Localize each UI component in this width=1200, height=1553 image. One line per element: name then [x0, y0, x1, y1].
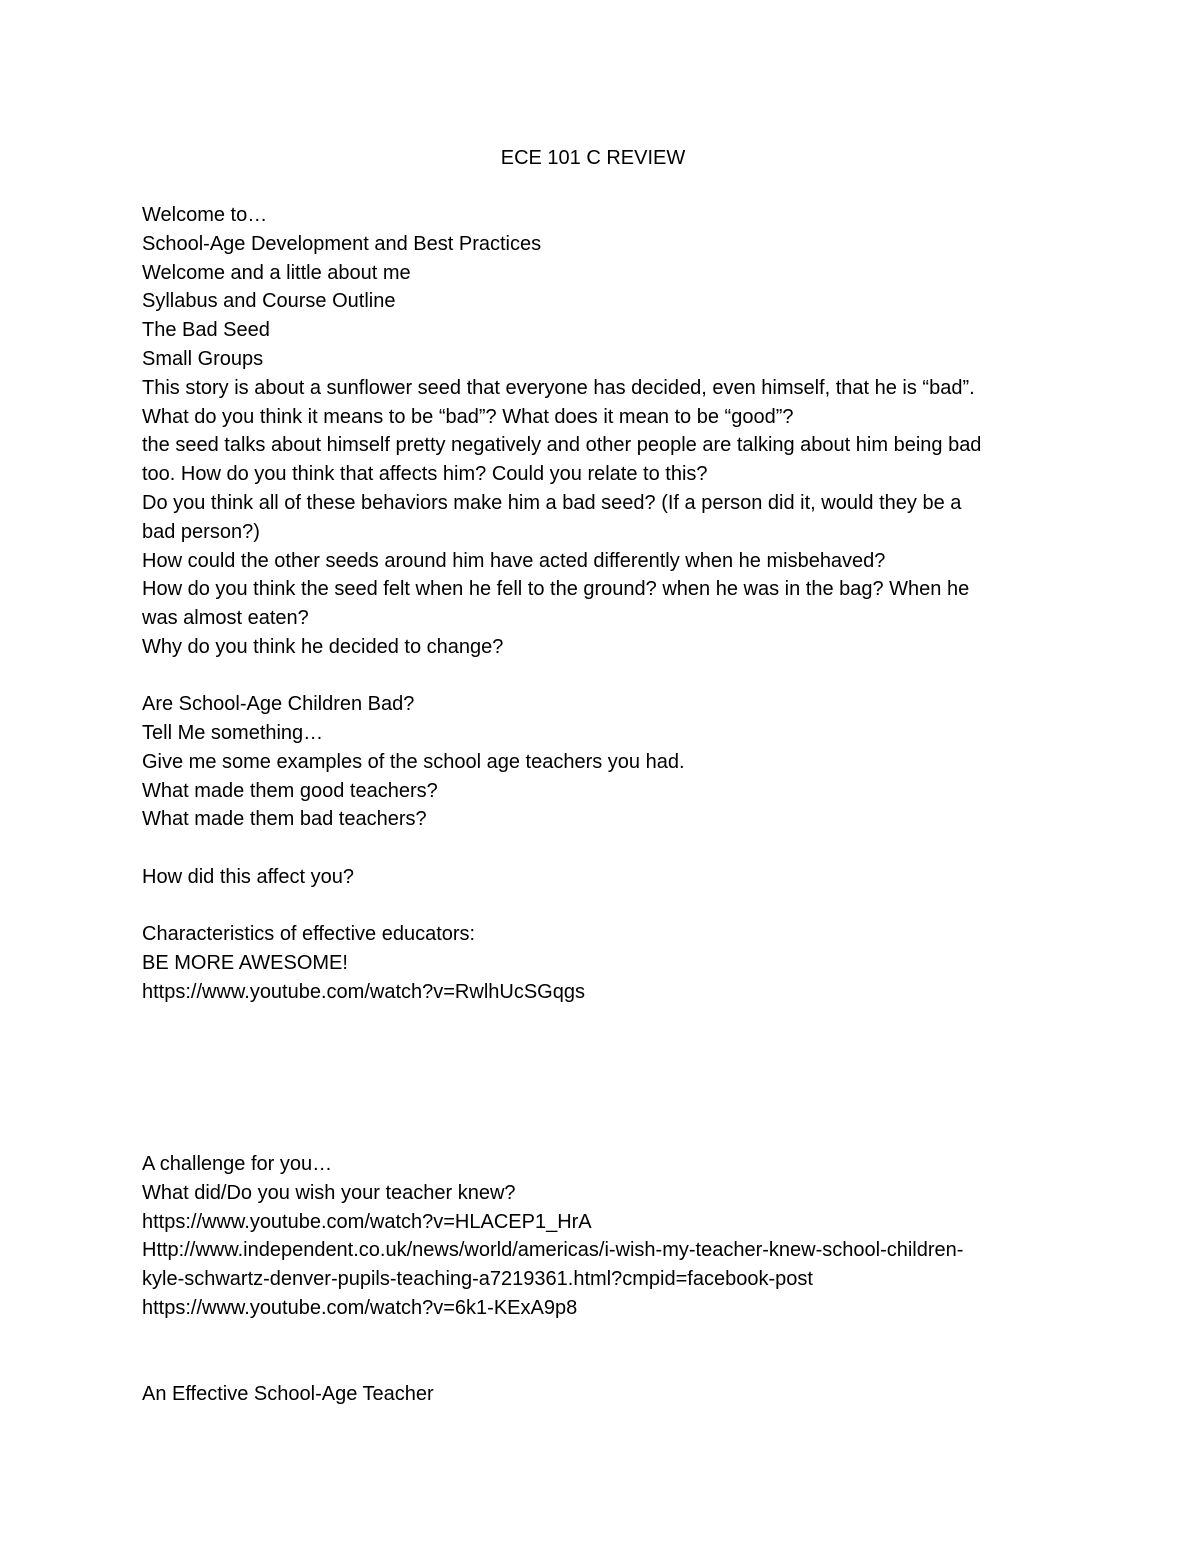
text-line: Do you think all of these behaviors make him a bad seed? (If a person did it, would they be a: [142, 492, 962, 514]
page-title: ECE 101 C REVIEW: [500, 147, 686, 169]
text-line: Syllabus and Course Outline: [142, 290, 396, 312]
text-line: How do you think the seed felt when he fell to the ground? when he was in the bag? When he: [142, 578, 970, 600]
text-line: Welcome to…: [142, 204, 268, 226]
link-text: https://www.youtube.com/watch?v=RwlhUcSGqgs: [142, 981, 585, 1003]
text-line: What made them good teachers?: [142, 780, 438, 802]
text-line: Tell Me something…: [142, 722, 324, 744]
text-line: What made them bad teachers?: [142, 808, 427, 830]
text-line: was almost eaten?: [142, 607, 309, 629]
text-line: BE MORE AWESOME!: [142, 952, 348, 974]
text-line: School-Age Development and Best Practices: [142, 233, 542, 255]
text-line: This story is about a sunflower seed that everyone has decided, even himself, that he is “bad”.: [142, 377, 975, 399]
text-line: The Bad Seed: [142, 319, 270, 341]
text-line: Welcome and a little about me: [142, 262, 411, 284]
text-line: bad person?): [142, 521, 260, 543]
text-line: Characteristics of effective educators:: [142, 923, 476, 945]
text-line: Why do you think he decided to change?: [142, 636, 504, 658]
text-line: How could the other seeds around him have acted differently when he misbehaved?: [142, 550, 886, 572]
text-line: What do you think it means to be “bad”? What does it mean to be “good”?: [142, 406, 794, 428]
text-line: too. How do you think that affects him? Could you relate to this?: [142, 463, 708, 485]
link-text: https://www.youtube.com/watch?v=HLACEP1_HrA: [142, 1211, 592, 1233]
link-text: https://www.youtube.com/watch?v=6k1-KExA9p8: [142, 1297, 578, 1319]
text-line: Are School-Age Children Bad?: [142, 693, 415, 715]
text-line: Small Groups: [142, 348, 264, 370]
text-line: An Effective School-Age Teacher: [142, 1383, 434, 1405]
text-line: How did this affect you?: [142, 866, 354, 888]
text-line: A challenge for you…: [142, 1153, 333, 1175]
link-text: kyle-schwartz-denver-pupils-teaching-a7219361.html?cmpid=facebook-post: [142, 1268, 813, 1290]
text-line: the seed talks about himself pretty negatively and other people are talking about him being bad: [142, 434, 982, 456]
text-line: What did/Do you wish your teacher knew?: [142, 1182, 516, 1204]
text-line: Give me some examples of the school age teachers you had.: [142, 751, 685, 773]
link-text: Http://www.independent.co.uk/news/world/americas/i-wish-my-teacher-knew-school-children-: [142, 1239, 964, 1261]
